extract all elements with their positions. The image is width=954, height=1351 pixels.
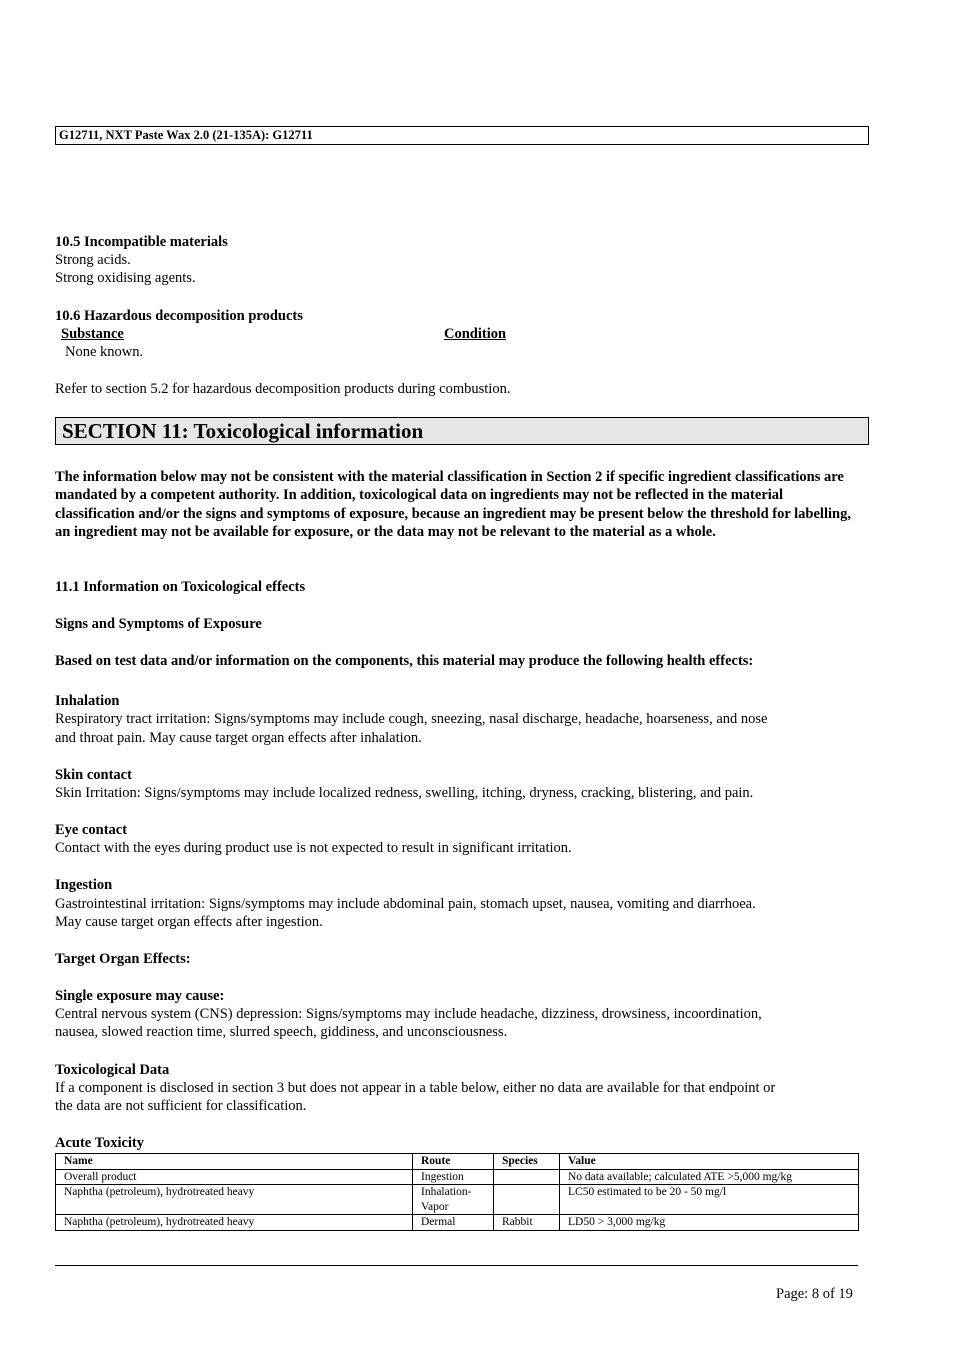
single-exposure-heading: Single exposure may cause: [55,988,225,1004]
column-header-species: Species [494,1154,560,1170]
page-number: Page: 8 of 19 [776,1286,853,1302]
section-11-intro: The information below may not be consistent with the material classification in Section 2 if specific ingredient classifications are mandated by a competent authority. In addition, toxicological data on ingredients may not be reflected in the material classification and/or the signs and symptoms of exposure, because an ingredient may be present below the threshold for labelling, an ingredient may not be available for exposure, or the data may not be relevant to the material as a whole. [55,469,851,541]
table-row [56,1215,859,1231]
table-row [56,1185,859,1215]
inhalation-heading: Inhalation [55,693,120,709]
single-exposure-text: nausea, slowed reaction time, slurred speech, giddiness, and unconsciousness. [55,1024,508,1040]
heading-11-1: 11.1 Information on Toxicological effects [55,579,306,595]
cell-species [494,1169,560,1185]
cell-route: Ingestion [413,1169,494,1185]
tox-data-text: the data are not sufficient for classification. [55,1098,307,1114]
target-organ-heading: Target Organ Effects: [55,951,191,967]
cell-value: LD50 > 3,000 mg/kg [560,1215,859,1231]
ingestion-text: Gastrointestinal irritation: Signs/symptoms may include abdominal pain, stomach upset, nausea, vomiting and diarrhoea. [55,896,756,912]
acute-toxicity-heading: Acute Toxicity [55,1135,145,1151]
decomposition-note: Refer to section 5.2 for hazardous decomposition products during combustion. [55,381,511,397]
column-header-value: Value [560,1154,859,1170]
health-effects-statement: Based on test data and/or information on the components, this material may produce the following health effects: [55,653,754,669]
cell-name: Overall product [56,1169,413,1185]
ingestion-heading: Ingestion [55,877,113,893]
tox-data-heading: Toxicological Data [55,1062,170,1078]
substance-column-header: Substance [61,326,124,342]
cell-route: Dermal [413,1215,494,1231]
acute-toxicity-table [55,1153,859,1231]
column-header-name: Name [56,1154,413,1170]
table-row [56,1169,859,1185]
substance-value: None known. [65,344,144,360]
ingestion-text: May cause target organ effects after ingestion. [55,914,323,930]
footer-divider [55,1265,858,1266]
condition-column-header: Condition [444,326,507,342]
inhalation-text: Respiratory tract irritation: Signs/symptoms may include cough, sneezing, nasal discharge, headache, hoarseness, and nose [55,711,768,727]
skin-contact-text: Skin Irritation: Signs/symptoms may include localized redness, swelling, itching, dryness, cracking, blistering, and pain. [55,785,754,801]
single-exposure-text: Central nervous system (CNS) depression: Signs/symptoms may include headache, dizziness, drowsiness, incoordination, [55,1006,762,1022]
skin-contact-heading: Skin contact [55,767,132,783]
table-header-row [56,1154,859,1170]
incompatible-item: Strong oxidising agents. [55,270,196,286]
incompatible-item: Strong acids. [55,252,131,268]
inhalation-text: and throat pain. May cause target organ effects after inhalation. [55,730,422,746]
heading-10-6: 10.6 Hazardous decomposition products [55,308,303,324]
eye-contact-text: Contact with the eyes during product use is not expected to result in significant irritation. [55,840,572,856]
section-11-title: SECTION 11: Toxicological information [55,417,869,445]
document-header: G12711, NXT Paste Wax 2.0 (21-135A): G12711 [55,126,869,145]
signs-symptoms-heading: Signs and Symptoms of Exposure [55,616,262,632]
cell-route: Inhalation-Vapor [413,1185,494,1215]
cell-name: Naphtha (petroleum), hydrotreated heavy [56,1215,413,1231]
cell-species: Rabbit [494,1215,560,1231]
tox-data-text: If a component is disclosed in section 3 but does not appear in a table below, either no data are available for that endpoint or [55,1080,776,1096]
cell-species [494,1185,560,1215]
column-header-route: Route [413,1154,494,1170]
heading-10-5: 10.5 Incompatible materials [55,234,228,250]
cell-value: No data available; calculated ATE >5,000 mg/kg [560,1169,859,1185]
cell-name: Naphtha (petroleum), hydrotreated heavy [56,1185,413,1215]
eye-contact-heading: Eye contact [55,822,128,838]
cell-value: LC50 estimated to be 20 - 50 mg/l [560,1185,859,1215]
